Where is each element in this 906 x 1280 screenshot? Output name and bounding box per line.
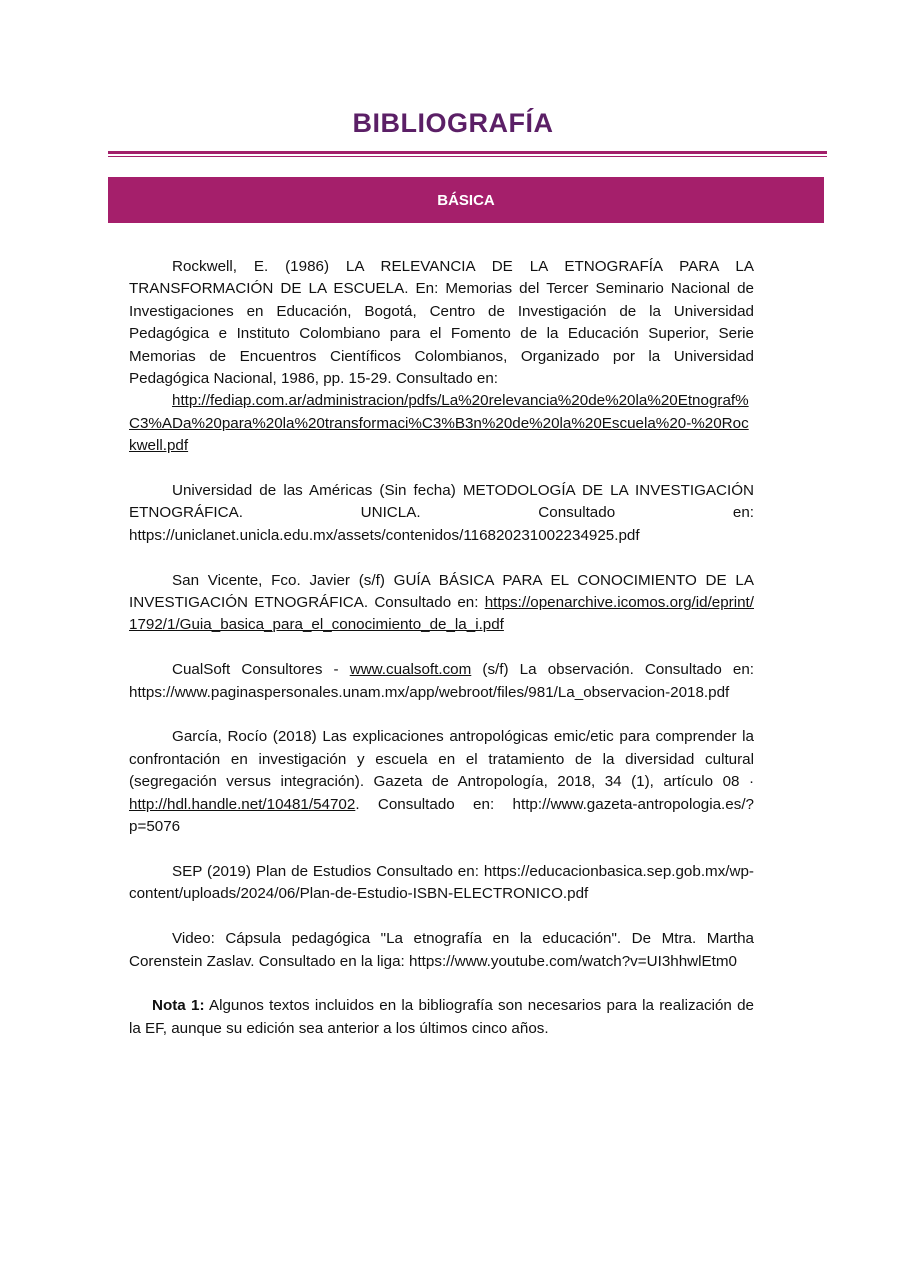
reference-author-link[interactable]: www.cualsoft.com [349,661,472,679]
reference-text: García, Rocío (2018) Las explicaciones antropológicas emic/etic para comprender la confrontación en investigación y escuela en el tratamiento de la diversidad cultural (segregación versus integración). Gazeta de Antropología, 2018, 34 (1), artículo 08 · [129,728,754,791]
note-1 [129,995,754,1040]
section-label: BÁSICA [437,191,495,209]
reference-garcia [129,726,754,838]
reference-link[interactable]: http://hdl.handle.net/10481/54702 [129,795,356,813]
title-divider-thin [108,156,827,157]
reference-link[interactable]: http://fediap.com.ar/administracion/pdfs/La%20relevancia%20de%20la%20Etnograf%C3%ADa%20para%20la%20transformaci%C3%B3n%20de%20la%20Escuela%20-%20Rockwell.pdf [129,392,749,455]
title-divider [108,151,827,154]
reference-url: https://uniclanet.unicla.edu.mx/assets/contenidos/116820231002234925.pdf [129,526,640,544]
reference-url: https://www.youtube.com/watch?v=UI3hhwlEtm0 [409,952,737,970]
reference-link[interactable]: https://openarchive.icomos.org/id/eprint/1792/1/Guia_basica_para_el_conocimiento_de_la_i.pdf [129,594,754,634]
reference-rockwell [129,256,754,458]
reference-text: Video: Cápsula pedagógica "La etnografía en la educación". De Mtra. Martha Corenstein Zaslav. Consultado en la liga: [129,930,754,970]
reference-url: http://www.gazeta-antropologia.es/?p=5076 [129,795,754,836]
reference-text-after: . Consultado en: [355,795,495,813]
reference-sep [129,861,754,906]
page-title: BIBLIOGRAFÍA [352,108,554,138]
reference-text: Universidad de las Américas (Sin fecha) METODOLOGÍA DE LA INVESTIGACIÓN ETNOGRÁFICA. UNICLA. Consultado en: [129,482,754,522]
section-header-basica [108,177,824,223]
reference-text: Rockwell, E. (1986) LA RELEVANCIA DE LA ETNOGRAFÍA PARA LA TRANSFORMACIÓN DE LA ESCUELA. En: Memorias del Tercer Seminario Nacional de Investigaciones en Educación, Bogotá, Centro de Investigación de la Universidad Pedagógica e Instituto Colombiano para el Fomento de la Educación Superior, Serie Memorias de Encuentros Científicos Colombianos, Organizado por la Universidad Pedagógica Nacional, 1986, pp. 15-29. Consultado en: [129,258,754,388]
reference-text: SEP (2019) Plan de Estudios Consultado en: [172,862,479,880]
reference-cualsoft [129,659,754,704]
reference-text: (s/f) La observación. Consultado en: [471,661,755,679]
note-label: Nota 1: [152,997,205,1015]
reference-url: https://www.paginaspersonales.unam.mx/app/webroot/files/981/La_observacion-2018.pdf [129,683,730,701]
reference-unicla [129,480,754,547]
bibliography-list [129,256,754,1040]
reference-san-vicente [129,570,754,637]
note-text: Algunos textos incluidos en la bibliografía son necesarios para la realización de la EF, aunque su edición sea anterior a los últimos cinco años. [129,997,755,1037]
reference-author: CualSoft Consultores - [172,661,350,679]
reference-video [129,928,754,973]
reference-text: San Vicente, Fco. Javier (s/f) GUÍA BÁSICA PARA EL CONOCIMIENTO DE LA INVESTIGACIÓN ETNOGRÁFICA. Consultado en: [129,571,754,612]
reference-url: https://educacionbasica.sep.gob.mx/wp-content/uploads/2024/06/Plan-de-Estudio-ISBN-ELECTRONICO.pdf [129,862,754,903]
